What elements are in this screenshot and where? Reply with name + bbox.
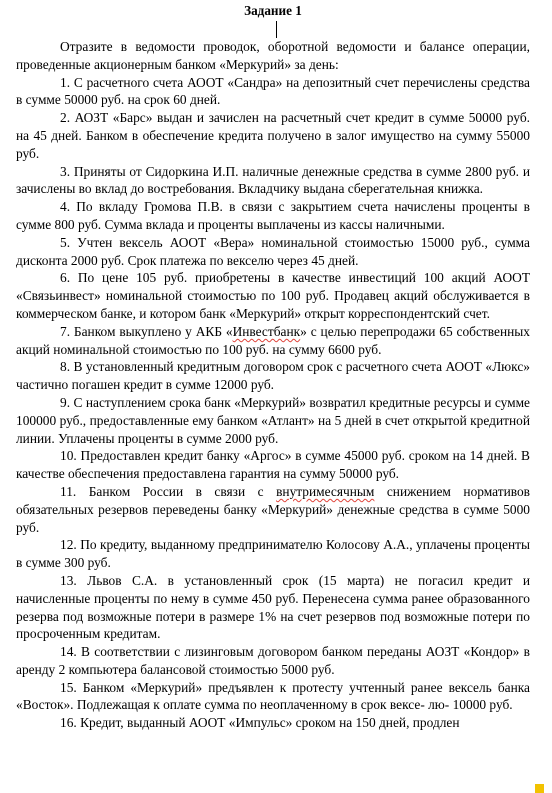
task-item-4: 4. По вкладу Громова П.В. в связи с закрытием счета начислены проценты в сумме 800 руб. Сумма вклада и проценты выплачены из кассы наличными. xyxy=(16,199,530,232)
resize-corner-icon xyxy=(535,784,544,793)
task-item-2: 2. АОЗТ «Барс» выдан и зачислен на расчетный счет кредит в сумме 50000 руб. на 45 дней. Банком в обеспечение кредита получено в залог имущество на сумму 55000 руб. xyxy=(16,110,530,161)
task-item-1: 1. С расчетного счета АООТ «Сандра» на депозитный счет перечислены средства в сумме 50000 руб. на срок 60 дней. xyxy=(16,74,530,108)
task-item-13: 13. Львов С.А. в установленный срок (15 марта) не погасил кредит и начисленные проценты по нему в сумме 450 руб. Перенесена сумма ранее образованного резерва под возможные потери в размере 1% на счет резервов под возможные потери по просроченным кредитам. xyxy=(16,572,530,642)
task-item-5: 5. Учтен вексель АООТ «Вера» номинальной стоимостью 15000 руб., сумма дисконта 2000 руб. Срок платежа по векселю через 45 дней. xyxy=(16,234,530,268)
task-item-8: 8. В установленный кредитным договором срок с расчетного счета АООТ «Люкс» частично погашен кредит в сумме 12000 руб. xyxy=(16,359,530,393)
task-item-12: 12. По кредиту, выданному предпринимателю Колосову А.А., уплачены проценты в сумме 300 руб. xyxy=(16,537,530,571)
task-item-6: 6. По цене 105 руб. приобретены в качестве инвестиций 100 акций АООТ «Связьинвест» номинальной стоимостью по 100 руб. Продавец акций обслуживается в коммерческом банке, и котором банк «Меркурий» открыт корреспондентский счет. xyxy=(16,270,530,321)
spellcheck-word[interactable]: внутримесячным xyxy=(276,483,375,499)
document-body xyxy=(16,38,530,732)
text-cursor xyxy=(276,21,277,38)
spellcheck-word[interactable]: Инвестбанк xyxy=(232,323,301,339)
task-item-16: 16. Кредит, выданный АООТ «Импульс» сроком на 150 дней, продлен xyxy=(60,715,460,731)
task-item-11: 11. Банком России в связи с внутримесячным снижением нормативов обязательных резервов переведены банку «Меркурий» денежные средства в сумме 5000 руб. xyxy=(16,483,531,535)
task-item-9: 9. С наступлением срока банк «Меркурий» возвратил кредитные ресурсы и сумме 100000 руб., предоставленные ему банком «Атлант» на 5 дней в счет открытой кредитной линии. Уплачены проценты в сумме 2000 руб. xyxy=(16,394,530,446)
task-item-10: 10. Предоставлен кредит банку «Аргос» в сумме 45000 руб. сроком на 14 дней. В качестве обеспечения предоставлена гарантия на сумму 50000 руб. xyxy=(16,448,530,482)
task-item-7: 7. Банком выкуплено у АКБ «Инвестбанк» с целью перепродажи 65 собственных акций номинальной стоимостью по 100 руб. на сумму 6600 руб. xyxy=(16,323,530,357)
task-item-3: 3. Приняты от Сидоркина И.П. наличные денежные средства в сумме 2800 руб. и зачислены во вклад до востребования. Вкладчику выдана сберегательная книжка. xyxy=(16,163,530,197)
task-item-14: 14. В соответствии с лизинговым договором банком переданы АОЗТ «Кондор» в аренду 2 компьютера балансовой стоимостью 5000 руб. xyxy=(16,644,530,677)
task-item-15: 15. Банком «Меркурий» предъявлен к протесту учтенный ранее вексель банка «Восток». Подлежащая к оплате сумма по неоплаченному в срок вексе- лю- 10000 руб. xyxy=(16,679,530,713)
intro-paragraph: Отразите в ведомости проводок, оборотной ведомости и балансе операции, проведенные акционерным банком «Меркурий» за день: xyxy=(16,39,530,72)
document-page xyxy=(16,2,530,732)
document-title: Задание 1 xyxy=(244,3,302,18)
